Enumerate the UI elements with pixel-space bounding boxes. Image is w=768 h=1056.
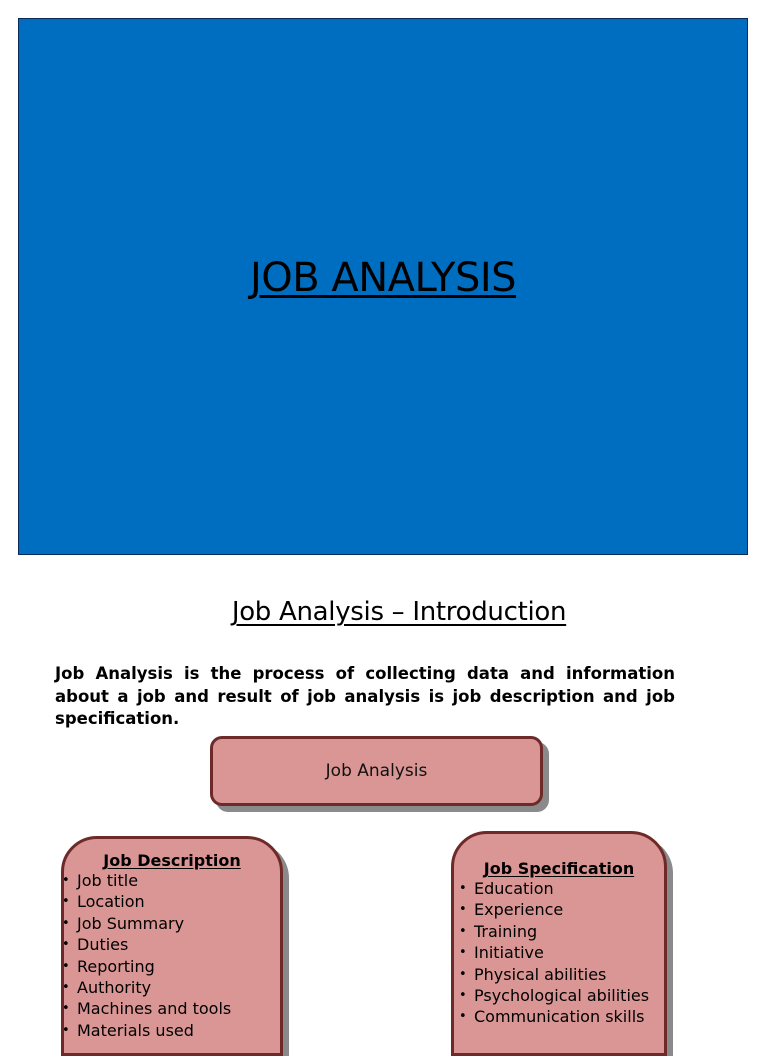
- bullet-icon: •: [62, 873, 70, 888]
- bullet-icon: •: [62, 937, 70, 953]
- list-item: [454, 921, 664, 942]
- bullet-icon: •: [459, 923, 467, 939]
- list-item: [64, 998, 280, 1019]
- bullet-icon: •: [62, 1001, 70, 1017]
- list-item: [454, 1006, 664, 1027]
- bullet-icon: •: [459, 1009, 467, 1025]
- bullet-icon: •: [459, 881, 467, 896]
- list-item-label: Psychological abilities: [474, 986, 650, 1006]
- list-item-label: Experience: [474, 900, 564, 920]
- list-item-label: Physical abilities: [474, 964, 607, 984]
- bullet-icon: •: [62, 980, 70, 996]
- title-slide-heading: JOB ANALYSIS: [249, 255, 517, 301]
- title-slide: [18, 18, 748, 555]
- list-item: [64, 913, 280, 934]
- bullet-icon: •: [62, 958, 70, 974]
- job-analysis-node-label: Job Analysis: [325, 761, 428, 781]
- list-item: [454, 899, 664, 920]
- list-item-label: Initiative: [474, 943, 544, 963]
- job-description-node: [61, 836, 283, 1056]
- bullet-icon: •: [62, 894, 70, 910]
- list-item-label: Reporting: [77, 956, 155, 976]
- list-item: [64, 891, 280, 912]
- intro-paragraph: Job Analysis is the process of collecting data and information about a job and result of job analysis is job description and job specification.: [55, 664, 675, 728]
- job-specification-list: [454, 878, 664, 1028]
- bullet-icon: •: [459, 988, 467, 1004]
- list-item: [454, 942, 664, 963]
- job-description-heading: Job Description: [103, 851, 241, 870]
- intro-slide-title: Job Analysis – Introduction: [231, 597, 567, 627]
- list-item-label: Authority: [77, 978, 152, 998]
- list-item: [454, 985, 664, 1006]
- list-item-label: Materials used: [77, 1020, 194, 1040]
- list-item: [64, 870, 280, 891]
- job-description-list: [64, 870, 280, 1041]
- list-item: [64, 1020, 280, 1041]
- list-item-label: Job title: [77, 871, 139, 890]
- bullet-icon: •: [459, 945, 467, 961]
- job-specification-node: [451, 831, 667, 1056]
- job-analysis-node: [210, 736, 543, 806]
- bullet-icon: •: [459, 966, 467, 982]
- job-specification-heading: Job Specification: [483, 859, 635, 878]
- list-item-label: Machines and tools: [77, 999, 232, 1019]
- list-item-label: Education: [474, 879, 554, 898]
- list-item-label: Communication skills: [474, 1007, 645, 1027]
- list-item: [454, 878, 664, 899]
- list-item-label: Duties: [77, 935, 129, 955]
- list-item-label: Training: [474, 921, 538, 941]
- list-item: [64, 934, 280, 955]
- bullet-icon: •: [62, 915, 70, 931]
- list-item: [64, 977, 280, 998]
- list-item: [454, 964, 664, 985]
- bullet-icon: •: [62, 1022, 70, 1038]
- list-item-label: Location: [77, 892, 145, 912]
- list-item: [64, 956, 280, 977]
- bullet-icon: •: [459, 902, 467, 918]
- list-item-label: Job Summary: [77, 913, 185, 933]
